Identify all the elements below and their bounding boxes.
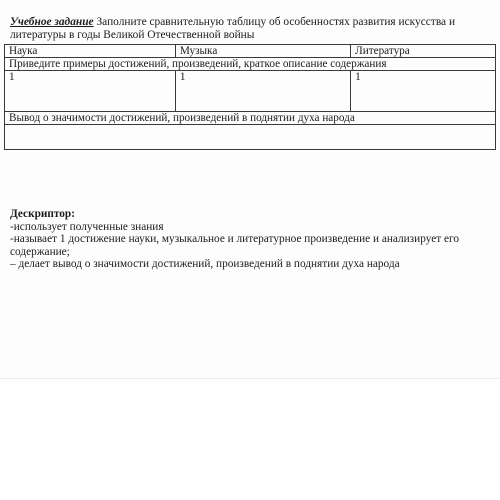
task-label: Учебное задание xyxy=(10,16,94,28)
header-literature: Литература xyxy=(351,45,496,58)
literature-answer-cell: 1 xyxy=(351,71,496,112)
conclusion-prompt-row xyxy=(5,112,496,125)
descriptor-block xyxy=(10,208,490,271)
examples-answer-row xyxy=(5,71,496,112)
header-music: Музыка xyxy=(175,45,350,58)
examples-prompt-row xyxy=(5,58,496,71)
science-answer-cell: 1 xyxy=(5,71,176,112)
conclusion-prompt: Вывод о значимости достижений, произведений в поднятии духа народа xyxy=(5,112,496,125)
descriptor-title: Дескриптор: xyxy=(10,208,75,220)
descriptor-item: -использует полученные знания xyxy=(10,220,164,233)
descriptor-item: -называет 1 достижение науки, музыкальное и литературное произведение и анализирует его содержание; xyxy=(10,233,459,258)
comparison-table xyxy=(4,44,496,150)
conclusion-answer-row xyxy=(5,125,496,150)
conclusion-answer-cell xyxy=(5,125,496,150)
header-science: Наука xyxy=(5,45,176,58)
task-instruction xyxy=(10,16,480,42)
examples-prompt: Приведите примеры достижений, произведений, краткое описание содержания xyxy=(5,58,496,71)
task-text: Заполните сравнительную таблицу об особенностях развития искусства и литературы в годы Великой Отечественной войны xyxy=(10,16,456,41)
table-header-row xyxy=(5,45,496,58)
music-answer-cell: 1 xyxy=(175,71,350,112)
descriptor-item: – делает вывод о значимости достижений, произведений в поднятии духа народа xyxy=(10,258,400,271)
